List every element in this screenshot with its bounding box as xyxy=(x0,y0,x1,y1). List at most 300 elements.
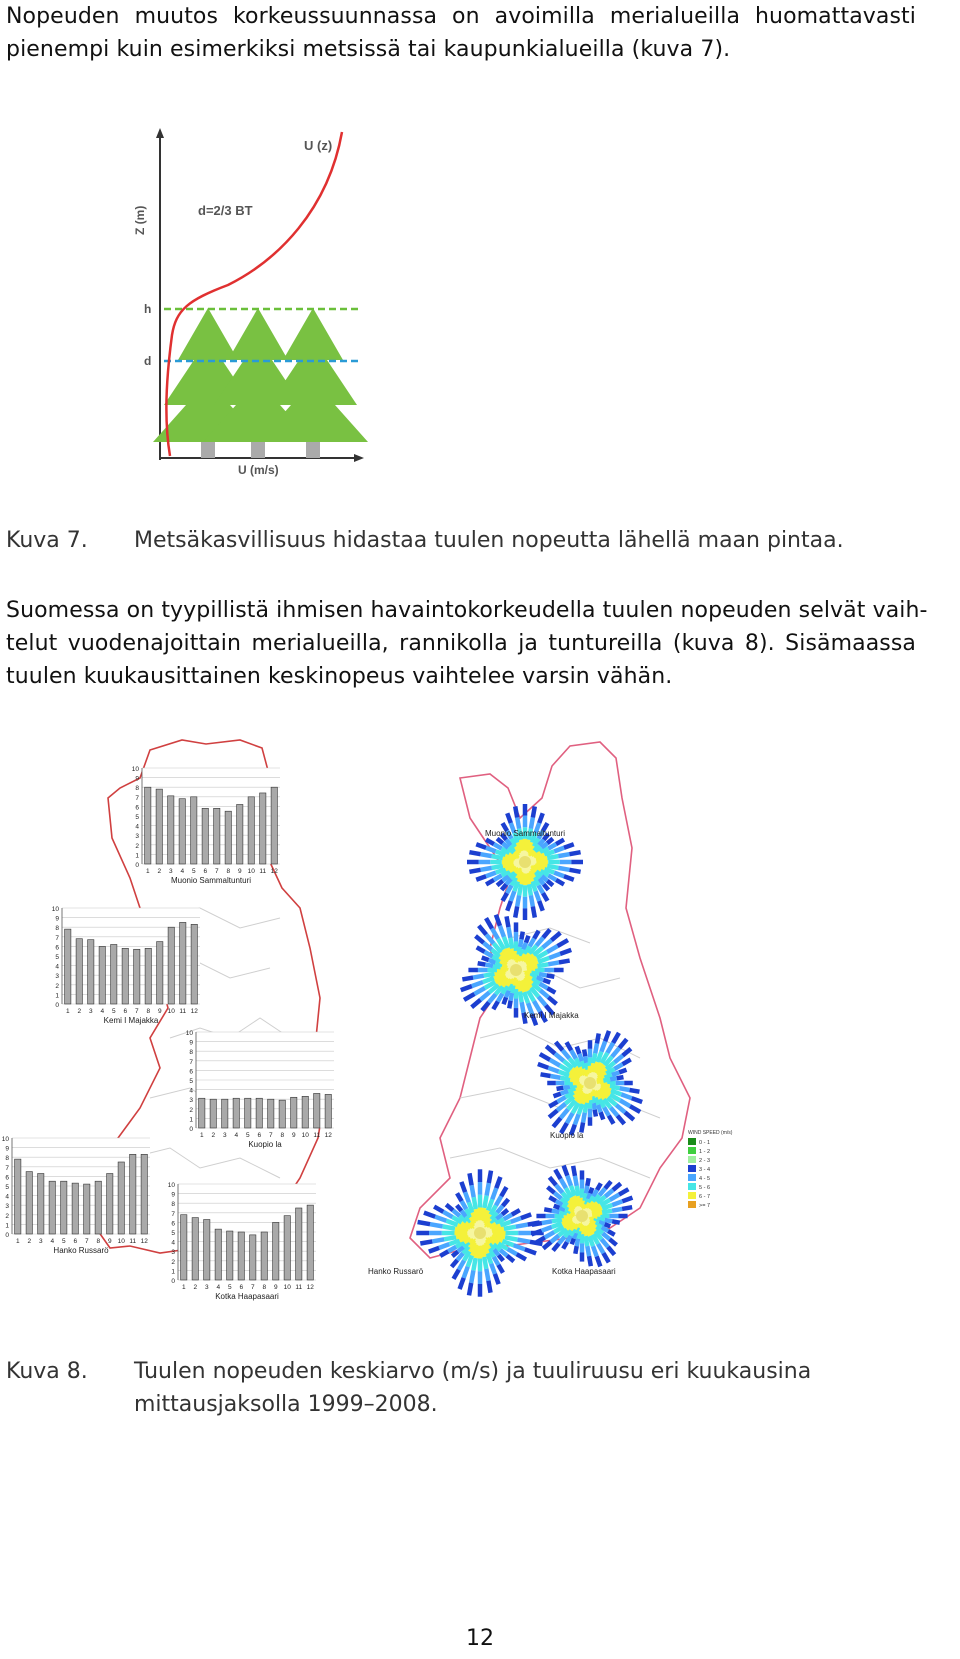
legend-title: WIND SPEED (m/s) xyxy=(688,1130,733,1136)
rose-petal xyxy=(595,1110,596,1117)
rose-petal xyxy=(505,1237,517,1239)
rose-petal xyxy=(486,873,496,877)
legend-swatch xyxy=(688,1147,696,1154)
rose-petal xyxy=(579,1054,582,1061)
caption-text: Metsäkasvillisuus hidastaa tuulen nopeutta lähellä maan pintaa. xyxy=(134,528,844,553)
y-axis-label: Z (m) xyxy=(133,205,147,235)
y-tick-label: 7 xyxy=(189,1058,193,1066)
y-tick-label: 9 xyxy=(5,1145,9,1153)
bar xyxy=(122,948,128,1004)
x-tick-label: 11 xyxy=(259,868,267,875)
y-tick-label: 7 xyxy=(5,1164,9,1172)
bar xyxy=(84,1184,90,1234)
bar xyxy=(107,1174,113,1234)
y-tick-label: 9 xyxy=(55,915,59,923)
x-tick-label: 12 xyxy=(190,1008,198,1015)
rose-petal xyxy=(575,1176,577,1186)
x-tick-label: 7 xyxy=(134,1008,139,1015)
rose-petal xyxy=(486,880,494,884)
rose-petal xyxy=(593,1246,597,1256)
rose-petal xyxy=(508,1249,517,1254)
x-tick-label: 10 xyxy=(117,1238,125,1245)
rose-petal xyxy=(503,864,514,866)
bar xyxy=(250,1235,256,1280)
rose-petal xyxy=(454,1270,459,1279)
bar xyxy=(199,1098,205,1128)
x-tick-label: 9 xyxy=(157,1008,162,1015)
bar xyxy=(168,927,174,1004)
chart-title: Kemi I Majakka xyxy=(103,1016,159,1025)
tree-trunk xyxy=(251,442,265,458)
y-tick-label: 3 xyxy=(189,1097,193,1105)
caption-label: Kuva 8. xyxy=(6,1359,88,1384)
y-tick-label: 0 xyxy=(135,862,139,869)
rose-petal xyxy=(541,1074,551,1076)
bar xyxy=(214,808,220,864)
y-tick-label: 0 xyxy=(5,1232,9,1239)
x-tick-label: 9 xyxy=(291,1132,296,1139)
rose-petal xyxy=(537,964,548,966)
rose-petal xyxy=(620,1088,630,1090)
rose-petal xyxy=(476,844,486,848)
rose-petal xyxy=(473,1258,475,1270)
x-tick-label: 2 xyxy=(27,1238,32,1245)
rose-center xyxy=(474,1227,486,1239)
y-tick-label: 2 xyxy=(55,982,59,990)
x-tick-label: 2 xyxy=(77,1008,82,1015)
y-tick-label: 1 xyxy=(135,852,139,860)
bar xyxy=(134,949,140,1004)
rose-petal xyxy=(477,947,485,952)
rose-petal xyxy=(517,1254,526,1259)
rose-petal xyxy=(469,1173,471,1185)
text-line: tuulen kuukausittainen keskinopeus vaihtelee varsin vähän. xyxy=(6,664,673,689)
rose-petal xyxy=(558,868,569,870)
rose-petal xyxy=(481,868,492,870)
y-tick-label: 1 xyxy=(55,992,59,1000)
rose-petal xyxy=(509,1001,510,1009)
rose-petal xyxy=(520,991,522,1002)
rose-petal xyxy=(486,918,492,928)
y-tick-label: 9 xyxy=(189,1039,193,1047)
x-tick-label: 6 xyxy=(73,1238,78,1245)
rose-petal xyxy=(515,806,517,817)
paragraph-intro xyxy=(6,0,916,66)
bar xyxy=(245,1098,251,1128)
x-tick-label: 4 xyxy=(100,1008,105,1015)
rose-petal xyxy=(482,958,489,960)
bar xyxy=(260,793,266,864)
rose-petal xyxy=(457,1253,463,1260)
rose-petal xyxy=(543,980,550,982)
bar xyxy=(141,1154,147,1234)
bar xyxy=(271,787,277,864)
rose-petal xyxy=(554,1094,561,1097)
rose-petal xyxy=(514,1245,525,1249)
rose-petal xyxy=(520,939,521,947)
x-tick-label: 4 xyxy=(234,1132,239,1139)
y-tick-label: 4 xyxy=(189,1087,193,1095)
bar xyxy=(284,1216,290,1280)
rose-petal xyxy=(584,1050,585,1057)
rose-petal xyxy=(542,1221,552,1223)
rose-petal xyxy=(586,1063,587,1070)
rose-petal xyxy=(592,1096,593,1103)
bar xyxy=(157,942,163,1004)
y-tick-label: 10 xyxy=(51,906,59,913)
tree-trunk xyxy=(306,442,320,458)
rose-petal xyxy=(511,993,512,1001)
rose-petal xyxy=(605,1220,613,1221)
legend-swatch xyxy=(688,1174,696,1181)
rose-petal xyxy=(464,1267,468,1278)
rose-petal xyxy=(523,943,525,950)
rose-center xyxy=(576,1210,588,1222)
rose-petal xyxy=(521,840,523,851)
rose-petal xyxy=(498,1265,503,1273)
rose-petal xyxy=(573,1166,575,1176)
rose-petal xyxy=(533,906,535,917)
caption-text: Tuulen nopeuden keskiarvo (m/s) ja tuuliruusu eri kuukausina xyxy=(134,1359,812,1384)
rose-petal xyxy=(456,1235,468,1237)
rose-petal xyxy=(472,982,483,986)
y-tick-label: 1 xyxy=(189,1116,193,1124)
rose-petal xyxy=(500,1250,507,1256)
rose-petal xyxy=(548,962,559,964)
bar xyxy=(61,1181,67,1234)
rose-petal xyxy=(557,1088,564,1089)
rose-petal xyxy=(537,977,544,979)
rose-petal xyxy=(605,1224,611,1226)
rose-petal xyxy=(529,884,531,895)
rose-petal xyxy=(487,1183,489,1195)
y-tick-label: 6 xyxy=(55,944,59,952)
x-tick-label: 9 xyxy=(273,1284,278,1291)
rose-petal xyxy=(586,1236,588,1246)
rose-petal xyxy=(630,1090,640,1092)
rose-petal xyxy=(492,866,503,868)
bar xyxy=(15,1159,21,1234)
rose-petal xyxy=(544,1209,552,1210)
bar xyxy=(72,1183,78,1234)
rose-petal xyxy=(476,1209,478,1221)
y-tick-label: 3 xyxy=(55,973,59,981)
rose-petal xyxy=(619,1070,626,1073)
y-tick-label: 5 xyxy=(171,1230,175,1237)
rose-petal xyxy=(539,974,547,975)
y-tick-label: 7 xyxy=(55,934,59,942)
rose-petal xyxy=(531,818,533,829)
text-line: Suomessa on tyypillistä ihmisen havaintokorkeudella tuulen nopeuden selvät vaih- xyxy=(6,598,928,623)
y-tick-label: 7 xyxy=(135,794,139,802)
rose-petal xyxy=(478,963,486,964)
bar xyxy=(314,1093,320,1128)
paragraph-seasonal xyxy=(6,594,928,693)
figure-8-wind-rose-map xyxy=(360,738,740,1308)
x-tick-label: 5 xyxy=(111,1008,116,1015)
rose-petal xyxy=(476,876,486,880)
y-tick-label: 10 xyxy=(1,1136,9,1143)
rose-petal xyxy=(550,1076,560,1078)
y-tick-label: 4 xyxy=(5,1193,9,1201)
y-tick-label: 4 xyxy=(55,963,59,971)
x-tick-label: 3 xyxy=(204,1284,209,1291)
rose-petal xyxy=(492,1229,504,1231)
y-tick-label: 3 xyxy=(135,833,139,841)
rose-petal xyxy=(497,881,503,886)
bar xyxy=(279,1100,285,1128)
y-tick-label: 2 xyxy=(189,1106,193,1114)
rose-petal xyxy=(563,1242,567,1249)
rose-petal xyxy=(610,1086,620,1088)
rose-petal xyxy=(510,938,512,949)
x-tick-label: 6 xyxy=(239,1284,244,1291)
x-tick-label: 4 xyxy=(180,868,185,875)
rose-petal xyxy=(569,852,580,854)
rose-petal xyxy=(517,895,519,906)
rose-petal xyxy=(590,1188,592,1194)
bar xyxy=(233,1098,239,1128)
rose-petal xyxy=(485,965,493,966)
bar xyxy=(204,1220,210,1280)
rose-petal xyxy=(532,1223,542,1225)
chart-title: Muonio Sammaltunturi xyxy=(170,876,252,885)
bar xyxy=(273,1222,279,1280)
rose-petal xyxy=(563,1087,570,1088)
rose-petal xyxy=(608,1231,615,1235)
rose-petal xyxy=(492,856,503,858)
rose-petal xyxy=(597,1034,599,1044)
rose-petal xyxy=(459,1261,464,1270)
rose-petal xyxy=(593,1053,595,1063)
bar xyxy=(145,948,151,1004)
bar xyxy=(222,1099,228,1128)
legend-swatch xyxy=(688,1192,696,1199)
rose-petal xyxy=(561,1091,568,1094)
rose-petal xyxy=(547,975,555,976)
bar xyxy=(26,1172,32,1234)
rose-petal xyxy=(598,1105,601,1112)
rose-petal xyxy=(489,1171,491,1183)
rose-petal xyxy=(495,1274,499,1284)
rose-petal xyxy=(516,1225,528,1227)
rose-petal xyxy=(504,1227,516,1229)
rose-petal xyxy=(597,1256,601,1266)
rose-petal xyxy=(560,1078,570,1080)
rose-petal xyxy=(536,858,547,860)
y-tick-label: 0 xyxy=(171,1278,175,1285)
rose-petal xyxy=(481,992,490,999)
bar xyxy=(38,1174,44,1234)
h-tick-label: h xyxy=(144,302,152,316)
rose-petal xyxy=(494,875,502,879)
y-tick-label: 2 xyxy=(135,842,139,850)
rose-petal xyxy=(585,1103,587,1113)
x-tick-label: 11 xyxy=(179,1008,187,1015)
bar xyxy=(118,1162,124,1234)
rose-petal xyxy=(469,1283,471,1295)
rose-petal xyxy=(612,1072,619,1075)
x-tick-label: 10 xyxy=(301,1132,309,1139)
rose-petal xyxy=(583,1113,585,1123)
rose-petal xyxy=(452,1260,458,1267)
y-tick-label: 2 xyxy=(5,1212,9,1220)
x-tick-label: 7 xyxy=(268,1132,273,1139)
rose-petal xyxy=(499,1255,504,1261)
rose-petal xyxy=(595,1043,597,1053)
bar xyxy=(227,1231,233,1280)
rose-petal xyxy=(461,986,472,990)
bar xyxy=(49,1181,55,1234)
rose-petal xyxy=(484,1257,486,1269)
rose-petal xyxy=(469,852,480,854)
bar xyxy=(256,1098,262,1128)
legend-swatch xyxy=(688,1138,696,1145)
rose-petal xyxy=(521,932,522,940)
x-tick-label: 3 xyxy=(168,868,173,875)
x-tick-label: 1 xyxy=(181,1284,186,1291)
text-line: telut vuodenajoittain merialueilla, rannikolla ja tuntureilla (kuva 8). Sisämaassa xyxy=(6,631,916,656)
y-tick-label: 0 xyxy=(55,1002,59,1009)
legend-swatch xyxy=(688,1201,696,1208)
rose-petal xyxy=(507,1256,514,1262)
y-tick-label: 2 xyxy=(171,1258,175,1266)
x-tick-label: 3 xyxy=(38,1238,43,1245)
y-tick-label: 6 xyxy=(189,1068,193,1076)
bar xyxy=(99,946,105,1004)
rose-petal xyxy=(598,1244,603,1253)
x-tick-label: 8 xyxy=(280,1132,285,1139)
x-tick-label: 6 xyxy=(203,868,208,875)
rose-petal xyxy=(547,856,558,858)
x-tick-label: 10 xyxy=(247,868,255,875)
bar xyxy=(248,797,254,864)
rose-petal xyxy=(617,1077,624,1078)
x-tick-label: 9 xyxy=(237,868,242,875)
caption-label: Kuva 7. xyxy=(6,528,88,553)
bar xyxy=(307,1205,313,1280)
legend-label: >= 7 xyxy=(699,1203,711,1209)
rose-petal xyxy=(507,916,509,927)
x-tick-label: 7 xyxy=(84,1238,89,1245)
x-tick-label: 1 xyxy=(65,1008,70,1015)
wind-speed-legend xyxy=(688,1130,733,1209)
x-tick-label: 1 xyxy=(145,868,150,875)
x-tick-label: 10 xyxy=(167,1008,175,1015)
x-tick-label: 12 xyxy=(140,1238,148,1245)
legend-label: 0 - 1 xyxy=(699,1140,711,1146)
legend-label: 4 - 5 xyxy=(699,1176,711,1182)
rose-petal xyxy=(577,1047,580,1054)
rose-petal xyxy=(570,1085,577,1086)
rose-petal xyxy=(612,1209,622,1211)
rose-petal xyxy=(486,1269,488,1281)
rose-petal xyxy=(558,854,569,856)
rose-petal xyxy=(527,873,529,884)
x-tick-label: 5 xyxy=(245,1132,250,1139)
x-tick-label: 11 xyxy=(129,1238,137,1245)
rose-petal xyxy=(612,1221,620,1222)
rose-petal xyxy=(592,1212,602,1214)
bar xyxy=(130,1154,136,1234)
legend-label: 3 - 4 xyxy=(699,1167,711,1173)
rose-petal xyxy=(569,870,580,872)
bar xyxy=(192,1218,198,1280)
rose-petal xyxy=(594,1103,595,1110)
rose-petal xyxy=(484,974,495,976)
y-tick-label: 4 xyxy=(135,823,139,831)
rose-petal xyxy=(608,1247,615,1255)
bar xyxy=(191,797,197,864)
legend-swatch xyxy=(688,1183,696,1190)
figure-8-caption xyxy=(6,1355,906,1425)
y-tick-label: 9 xyxy=(135,775,139,783)
tree-trunk xyxy=(201,442,215,458)
rose-petal xyxy=(589,1256,591,1266)
bar xyxy=(168,796,174,864)
y-tick-label: 10 xyxy=(185,1030,193,1037)
x-tick-label: 2 xyxy=(193,1284,198,1291)
chart-title: Hanko Russarö xyxy=(53,1246,109,1255)
rose-petal xyxy=(543,1242,551,1249)
y-tick-label: 8 xyxy=(189,1049,193,1057)
x-tick-label: 7 xyxy=(250,1284,255,1291)
x-tick-label: 6 xyxy=(123,1008,128,1015)
rose-petal xyxy=(476,936,484,943)
rose-petal xyxy=(527,966,538,968)
bar xyxy=(238,1232,244,1280)
rose-petal xyxy=(444,1237,456,1239)
y-tick-label: 5 xyxy=(189,1078,193,1085)
rose-petal xyxy=(577,1239,578,1247)
curve-label: U (z) xyxy=(304,138,333,153)
rose-petal xyxy=(482,1245,484,1257)
x-tick-label: 8 xyxy=(96,1238,101,1245)
rose-center xyxy=(584,1077,596,1089)
page-number: 12 xyxy=(466,1626,494,1651)
rose-petal xyxy=(526,936,528,943)
y-tick-label: 8 xyxy=(5,1155,9,1163)
rose-petal xyxy=(481,854,492,856)
bar xyxy=(302,1096,308,1128)
y-tick-label: 9 xyxy=(171,1191,175,1199)
y-tick-label: 10 xyxy=(131,766,139,773)
rose-petal xyxy=(587,1178,588,1186)
rose-petal xyxy=(602,1239,609,1247)
y-tick-label: 5 xyxy=(55,954,59,961)
legend-swatch xyxy=(688,1156,696,1163)
station-label: Kemi I Majakka xyxy=(524,1011,579,1020)
rose-petal xyxy=(601,1112,604,1119)
bar xyxy=(296,1208,302,1280)
legend-label: 5 - 6 xyxy=(699,1185,711,1191)
x-tick-label: 8 xyxy=(226,868,231,875)
rose-petal xyxy=(430,1224,442,1226)
station-label: Muonio Sammaltunturi xyxy=(485,829,566,838)
rose-petal xyxy=(504,997,506,1004)
rose-petal xyxy=(572,1239,574,1245)
rose-petal xyxy=(587,1246,589,1256)
x-tick-label: 1 xyxy=(15,1238,20,1245)
bar xyxy=(261,1232,267,1280)
bar xyxy=(210,1099,216,1128)
rose-petal xyxy=(506,991,508,998)
caption-text: mittausjaksolla 1999–2008. xyxy=(134,1392,438,1417)
rose-petal xyxy=(473,976,484,978)
y-tick-label: 0 xyxy=(189,1126,193,1133)
rose-petal xyxy=(602,1211,612,1213)
text-line: Nopeuden muutos korkeussuunnassa on avoimilla merialueilla huomattavasti xyxy=(6,4,916,29)
